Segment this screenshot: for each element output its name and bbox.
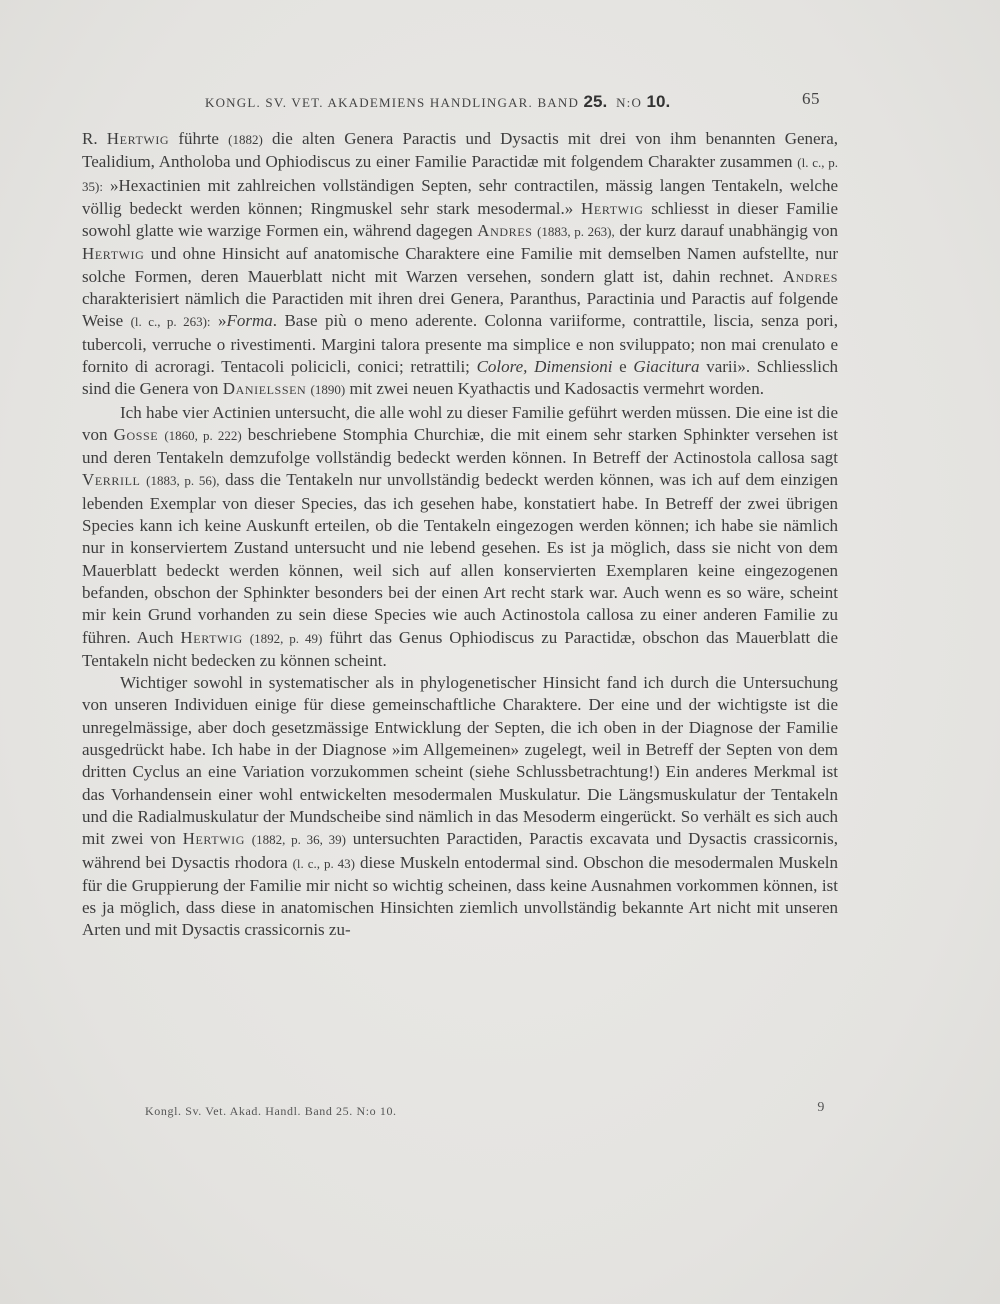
text-run: untersuchten Paractiden, Paractis excavata und Dysactis crassicornis, während bei Dysactis rhodora (82, 829, 838, 872)
citation-ref: (1860, p. 222) (164, 427, 242, 443)
text-run: varii». Schliesslich sind die Genera von (82, 356, 839, 399)
text-run: charakterisiert nämlich die Paractiden mit ihren drei Genera, Paranthus, Paractinia und Paractis auf folgende Weise (82, 289, 838, 331)
author-name: Andres (782, 266, 838, 286)
text-run: und ohne Hinsicht auf anatomische Charaktere eine Familie mit demselben Namen aufstellte, nur solche Formen, deren Mauerblatt nicht mit Warzen versehen, sondern glatt ist, dahin rechnet. (82, 244, 838, 286)
author-name: Gosse (113, 424, 159, 444)
text-run: führte (169, 129, 229, 148)
text-run: diese Muskeln entodermal sind. Obschon die mesodermalen Muskeln für die Gruppierung der Familie mir nicht so wichtig scheinen, dass keine Ausnahmen vorkommen können, ist es ja möglich, dass diese in anatomischen Hinsichten ziemlich unvollständig bekannte Art nicht mit unseren Arten und mit Dysactis crassicornis zu- (82, 852, 838, 940)
author-name: Andres (477, 221, 533, 241)
citation-ref: (l. c., p. 263): (130, 314, 211, 330)
italic-text: Giacitura (633, 356, 700, 376)
signature-mark: 9 (817, 1100, 825, 1115)
citation-ref: (1882, p. 36, 39) (251, 832, 346, 848)
footer (145, 1100, 825, 1119)
paragraph (82, 402, 838, 673)
author-name: Hertwig (82, 244, 145, 264)
italic-text: Forma (226, 311, 273, 331)
text-run: R. (82, 129, 107, 148)
issue-number: 10. (646, 92, 671, 111)
text-run: führt das Genus Ophiodiscus zu Paractidæ, obschon das Mauerblatt die Tentakeln nicht bedecken zu können scheint. (82, 627, 838, 670)
citation-ref: (l. c., p. 35): (82, 155, 838, 194)
running-header (205, 88, 820, 112)
page-number: 65 (802, 89, 820, 108)
citation-ref: (1883, p. 263), (537, 224, 615, 240)
citation-ref: (1890) (310, 382, 346, 398)
volume-number: 25. (583, 92, 608, 111)
text-run: der kurz darauf unabhängig von (614, 221, 838, 241)
text-run (245, 829, 252, 848)
text-run: mit zwei neuen Kyathactis und Kadosactis vermehrt worden. (345, 379, 764, 399)
paragraph (82, 672, 838, 942)
text-run: Wichtiger sowohl in systematischer als in phylogenetischer Hinsicht fand ich durch die Untersuchung von unseren Individuen einige für diese gemeinschaftliche Charaktere. Der eine und der wichtigste ist die unregelmässige, aber doch gesetzmässige Entwicklung der Septen, die ich oben in der Diagnose der Familie ausgedrückt habe. Ich habe in der Diagnose »im Allgemeinen» zugelegt, weil in Betreff der Septen von dem dritten Cyclus an eine Variation vorzukommen scheint (siehe Schlussbetrachtung!) Ein anderes Merkmal ist das Vorhandensein einer wohl entwickelten mesodermalen Muskulatur. Die Längsmuskulatur der Tentakeln und die Radialmuskulatur der Mundscheibe sind nämlich in das Mesoderm eingerückt. So verhält es sich auch mit zwei von (82, 673, 838, 849)
running-title (205, 92, 670, 112)
text-run: die alten Genera Paractis und Dysactis mit drei von ihm benannten Genera, Tealidium, Antholoba und Ophiodiscus zu einer Familie Paractidæ mit folgendem Charakter zusammen (82, 129, 839, 172)
citation-ref: (1882) (228, 132, 263, 147)
paragraph (82, 128, 838, 402)
text-run: » (210, 311, 227, 331)
author-name: Verrill (82, 470, 141, 490)
text-run: . Base più o meno aderente. Colonna variiforme, contrattile, liscia, senza pori, tubercoli, verruche o rivestimenti. Margini talora presente ma simplice e non sviluppato; non mai crenulato e fornito di acroragi. Tentacoli policicli, conici; retrattili; (82, 311, 839, 376)
footer-citation: Kongl. Sv. Vet. Akad. Handl. Band 25. N:o 10. (145, 1104, 397, 1118)
text-run: dass die Tentakeln nur unvollständig bedeckt werden können, was ich auf dem einzigen lebenden Exemplar von dieser Species, das ich gesehen habe, konstatiert habe. In Betreff der zwei übrigen Species kann ich keine Auskunft erteilen, ob die Tentakeln eingezogen werden können; ich habe sie nämlich nur in konserviertem Zustand untersucht und nie lebend gesehen. Es ist ja möglich, dass sie nicht von dem Mauerblatt bedeckt werden können, weil sich auf allen konservierten Exemplaren keine eingezogenen befanden, obschon der Sphinkter besonders bei der einen Art recht stark war. Auch wenn es so wäre, scheint mir kein Grund vorhanden zu sein diese Species wie auch Actinostola callosa zu einer anderen Familie zu führen. Auch (82, 470, 838, 647)
text-run: e (612, 356, 634, 376)
author-name: Danielssen (222, 379, 307, 399)
citation-ref: (1883, p. 56), (146, 473, 220, 489)
journal-title: KONGL. SV. VET. AKADEMIENS HANDLINGAR. BAND (205, 95, 580, 110)
author-name: Hertwig (581, 198, 644, 218)
citation-ref: (1892, p. 49) (249, 630, 323, 646)
text-run: schliesst in dieser Familie sowohl glatte wie warzige Formen ein, während dagegen (82, 198, 838, 241)
author-name: Hertwig (106, 129, 170, 148)
text-run: beschriebene Stomphia Churchiæ, die mit einem sehr starken Sphinkter versehen ist und deren Tentakeln demzufolge vollständig bedeckt werden können. In Betreff der Actinostola callosa sagt (82, 424, 839, 468)
text-run (243, 628, 250, 647)
text-run: Ich habe vier Actinien untersucht, die alle wohl zu dieser Familie geführt werden müssen. Die eine ist die von (82, 402, 838, 444)
body-text (82, 128, 838, 942)
text-run: »Hexactinien mit zahlreichen vollständigen Septen, sehr contractilen, mässig langen Tentakeln, welche völlig bedeckt werden können; Ringmuskel sehr stark mesodermal.» (82, 175, 838, 218)
number-label: N:O (616, 95, 643, 110)
citation-ref: (l. c., p. 43) (292, 855, 355, 871)
author-name: Hertwig (182, 829, 245, 849)
italic-text: Colore, Dimensioni (476, 356, 613, 376)
author-name: Hertwig (180, 627, 243, 647)
